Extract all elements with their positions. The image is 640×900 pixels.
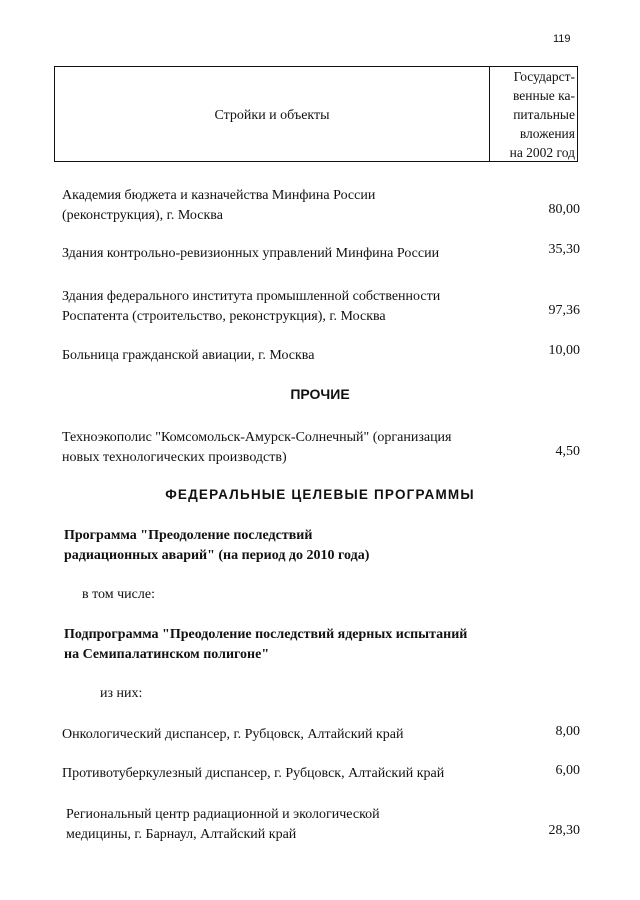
item-value: 80,00 bbox=[548, 202, 580, 217]
item-value: 8,00 bbox=[555, 724, 580, 739]
header-investment-line: венные ка- bbox=[512, 87, 575, 103]
subprogram-title-line: Подпрограмма "Преодоление последствий ядерных испытаний bbox=[64, 627, 468, 642]
item-value: 35,30 bbox=[548, 242, 580, 257]
program-title-line: радиационных аварий" (на период до 2010 года) bbox=[64, 548, 370, 563]
item-name-line: Роспатента (строительство, реконструкция), г. Москва bbox=[62, 309, 386, 324]
header-objects-label: Стройки и объекты bbox=[214, 108, 330, 123]
header-investment-line: на 2002 год bbox=[509, 144, 575, 160]
including-label: в том числе: bbox=[82, 587, 155, 602]
item-name-line: Академия бюджета и казначейства Минфина России bbox=[62, 188, 376, 203]
list-item bbox=[62, 186, 502, 226]
header-investment-line: вложения bbox=[519, 125, 575, 141]
item-value: 10,00 bbox=[548, 343, 580, 358]
section-heading-federal: ФЕДЕРАЛЬНЫЕ ЦЕЛЕВЫЕ ПРОГРАММЫ bbox=[165, 487, 475, 502]
item-name-line: Региональный центр радиационной и экологической bbox=[66, 807, 380, 822]
item-name-line: Техноэкополис "Комсомольск-Амурск-Солнечный" (организация bbox=[62, 430, 452, 445]
header-investment-label bbox=[489, 67, 577, 161]
item-name-line: Онкологический диспансер, г. Рубцовск, Алтайский край bbox=[62, 727, 404, 742]
item-value: 4,50 bbox=[555, 444, 580, 459]
list-item bbox=[62, 346, 502, 366]
header-investment-line: питальные bbox=[513, 106, 575, 122]
item-value: 97,36 bbox=[548, 303, 580, 318]
of-which-label: из них: bbox=[100, 686, 143, 701]
list-item bbox=[62, 725, 502, 745]
list-item bbox=[62, 287, 502, 327]
page-number: 119 bbox=[553, 33, 571, 45]
item-value: 6,00 bbox=[555, 763, 580, 778]
table-header bbox=[54, 66, 578, 162]
item-name-line: Противотуберкулезный диспансер, г. Рубцовск, Алтайский край bbox=[62, 766, 445, 781]
item-value: 28,30 bbox=[548, 823, 580, 838]
item-name-line: Здания федерального института промышленной собственности bbox=[62, 289, 441, 304]
item-name-line: Больница гражданской авиации, г. Москва bbox=[62, 348, 315, 363]
list-item bbox=[62, 428, 532, 468]
program-title bbox=[64, 526, 564, 566]
item-name-line: (реконструкция), г. Москва bbox=[62, 208, 223, 223]
section-heading-other: ПРОЧИЕ bbox=[290, 386, 350, 402]
list-item bbox=[62, 764, 532, 784]
list-item bbox=[62, 244, 502, 264]
list-item bbox=[66, 805, 506, 845]
program-title-line: Программа "Преодоление последствий bbox=[64, 528, 313, 543]
header-investment-line: Государст- bbox=[513, 68, 575, 84]
subprogram-title bbox=[64, 625, 564, 665]
item-name-line: новых технологических производств) bbox=[62, 450, 287, 465]
item-name-line: Здания контрольно-ревизионных управлений Минфина России bbox=[62, 246, 440, 261]
subprogram-title-line: на Семипалатинском полигоне" bbox=[64, 647, 270, 662]
item-name-line: медицины, г. Барнаул, Алтайский край bbox=[66, 827, 297, 842]
